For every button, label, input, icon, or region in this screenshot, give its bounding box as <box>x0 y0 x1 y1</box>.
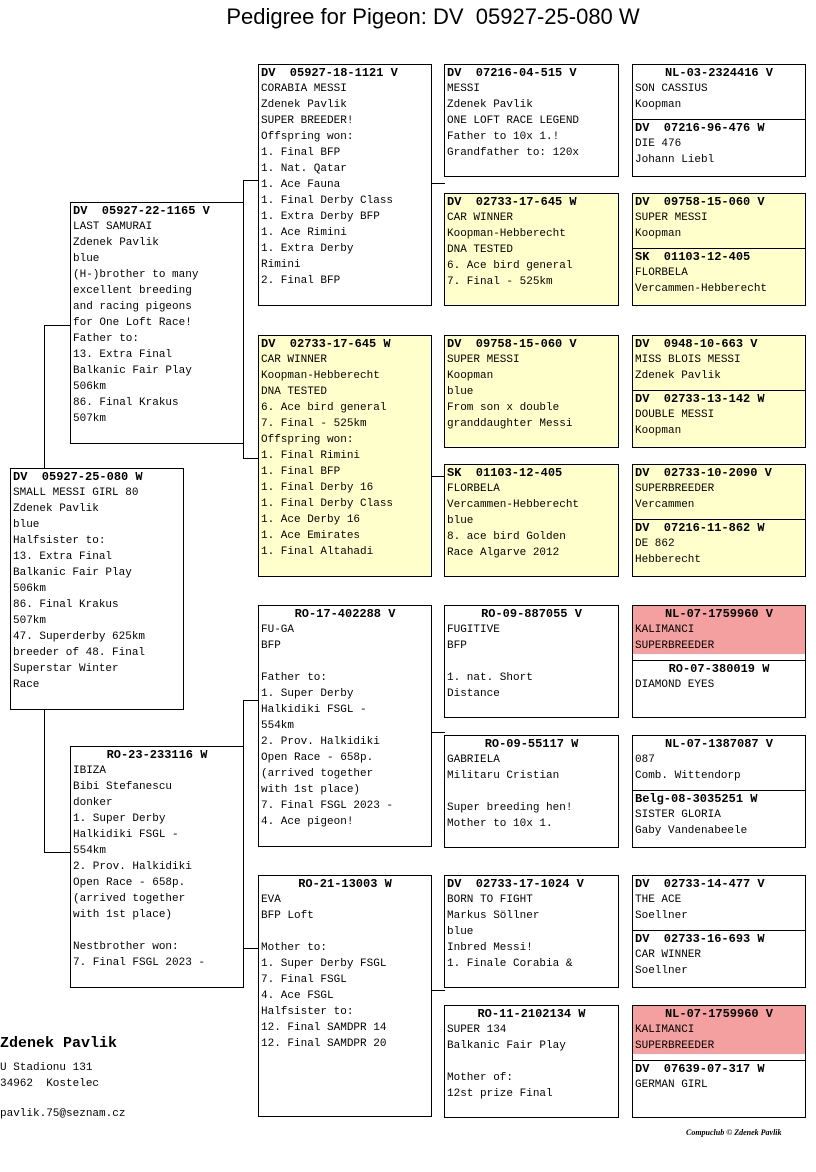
pigeon-detail-line: SISTER GLORIA <box>635 809 721 821</box>
pigeon-ring-number: DV 05927-25-080 W <box>13 470 143 484</box>
pigeon-detail-line: From son x double <box>447 402 560 414</box>
pigeon-detail-line <box>73 923 241 939</box>
pigeon-detail-line: Mother to 10x 1. <box>447 818 553 830</box>
pigeon-ring-number: DV 02733-13-142 W <box>633 390 805 407</box>
pigeon-detail-line: Koopman <box>635 425 682 437</box>
pigeon-detail-line: with 1st place) <box>261 784 361 796</box>
pigeon-detail-line: BFP <box>447 640 467 652</box>
pigeon-detail-line: 554km <box>261 720 295 732</box>
pigeon-ring-number: DV 07216-96-476 W <box>633 119 805 136</box>
pigeon-detail-line: 13. Extra Final <box>73 349 173 361</box>
connector-line <box>431 990 445 991</box>
pigeon-card-dam-sire[interactable] <box>258 605 432 847</box>
pigeon-detail-line: 1. Final Derby 16 <box>261 482 374 494</box>
pigeon-pair-card-7[interactable] <box>632 875 806 988</box>
pigeon-detail-line: 1. Nat. Qatar <box>261 163 347 175</box>
pigeon-ring-number: SK 01103-12-405 <box>447 466 563 480</box>
pigeon-ring-number: RO-09-887055 V <box>481 607 582 621</box>
pigeon-detail-line: 7. Final FSGL <box>261 974 347 986</box>
pigeon-detail-line: Johann Liebl <box>635 154 715 166</box>
pigeon-detail-line: MESSI <box>447 83 481 95</box>
pigeon-detail-line: Open Race - 658p. <box>73 877 186 889</box>
pigeon-detail-line: Balkanic Fair Play <box>447 1040 566 1052</box>
pigeon-detail-line: BORN TO FIGHT <box>447 894 533 906</box>
pigeon-detail-line: 7. Final - 525km <box>447 276 553 288</box>
pigeon-ring-number: NL-07-1759960 V <box>633 1006 805 1022</box>
pigeon-detail-line: 2. Prov. Halkidiki <box>73 861 192 873</box>
pigeon-ring-number: DV 07216-11-862 W <box>633 519 805 536</box>
pigeon-pair-card-1[interactable] <box>632 64 806 177</box>
pigeon-detail-line: CAR WINNER <box>261 354 328 366</box>
pigeon-detail-line: 47. Superderby 625km <box>13 631 146 643</box>
pigeon-detail-line: Halfsister to: <box>261 1006 354 1018</box>
pigeon-detail-line: blue <box>447 386 474 398</box>
pigeon-detail-line: DNA TESTED <box>261 386 328 398</box>
connector-line <box>243 442 244 458</box>
pigeon-detail-line: Father to: <box>73 333 140 345</box>
pigeon-detail-line: DIAMOND EYES <box>635 679 715 691</box>
connector-line <box>44 852 70 853</box>
pigeon-detail-line: BFP <box>261 640 281 652</box>
pigeon-detail-line: 1. Ace Derby 16 <box>261 514 361 526</box>
pigeon-detail-line: 554km <box>73 845 107 857</box>
pigeon-ring-number: DV 09758-15-060 V <box>635 195 765 209</box>
pigeon-detail-line: CORABIA MESSI <box>261 83 347 95</box>
pigeon-detail-line: 2. Prov. Halkidiki <box>261 736 380 748</box>
pigeon-ring-number: RO-07-380019 W <box>633 660 805 677</box>
pigeon-detail-line: blue <box>73 253 100 265</box>
pigeon-detail-line: 4. Ace FSGL <box>261 990 334 1002</box>
pigeon-card-subject[interactable] <box>10 468 184 710</box>
pigeon-detail-line: 087 <box>635 754 655 766</box>
pigeon-detail-line: 1. Final Derby Class <box>261 498 394 510</box>
pigeon-detail-line: Vercammen-Hebberecht <box>635 283 768 295</box>
pigeon-pair-card-4[interactable] <box>632 464 806 577</box>
pigeon-detail-line: SON CASSIUS <box>635 83 708 95</box>
pigeon-detail-line: BFP Loft <box>261 910 314 922</box>
pigeon-card-ssd[interactable] <box>444 193 619 306</box>
pigeon-detail-line: 8. ace bird Golden <box>447 531 566 543</box>
pigeon-detail-line: 13. Extra Final <box>13 551 113 563</box>
pigeon-detail-line: 4. Ace pigeon! <box>261 816 354 828</box>
pigeon-detail-line: Zdenek Pavlik <box>13 503 99 515</box>
connector-line <box>44 710 45 852</box>
pigeon-detail-line: 1. Super Derby FSGL <box>261 958 387 970</box>
pigeon-detail-line: Bibi Stefanescu <box>73 781 173 793</box>
pigeon-card-sire-dam[interactable] <box>258 335 432 577</box>
pigeon-detail-line: Rimini <box>261 259 301 271</box>
owner-name: Zdenek Pavlik <box>0 1035 118 1052</box>
pigeon-card-dam[interactable] <box>70 746 244 988</box>
pigeon-detail-line: Vercammen-Hebberecht <box>447 499 580 511</box>
pigeon-detail-line: KALIMANCI <box>635 1024 695 1036</box>
pigeon-detail-line: Markus Söllner <box>447 910 540 922</box>
pigeon-ring-number: RO-21-13003 W <box>298 877 392 891</box>
pigeon-detail-line: SMALL MESSI GIRL 80 <box>13 487 139 499</box>
pigeon-detail-line: Hebberecht <box>635 554 702 566</box>
pigeon-detail-line: 86. Final Krakus <box>13 599 119 611</box>
pigeon-detail-line <box>261 654 429 670</box>
pigeon-detail-line: Zdenek Pavlik <box>447 99 533 111</box>
pigeon-detail-line: Soellner <box>635 910 688 922</box>
pigeon-detail-line: 7. Final FSGL 2023 - <box>261 800 394 812</box>
connector-line <box>431 183 445 184</box>
pigeon-detail-line: SUPERBREEDER <box>635 483 715 495</box>
pigeon-card-sdd[interactable] <box>444 464 619 577</box>
pigeon-ring-number: DV 02733-17-1024 V <box>447 877 584 891</box>
owner-address: U Stadionu 131 <box>0 1062 93 1074</box>
pigeon-detail-line: FLORBELA <box>635 267 688 279</box>
connector-line <box>243 700 258 701</box>
pigeon-ring-number: DV 02733-17-645 W <box>261 337 391 351</box>
pigeon-detail-line: Zdenek Pavlik <box>635 370 721 382</box>
pigeon-card-sss[interactable] <box>444 64 619 177</box>
highlight-block <box>633 622 805 654</box>
connector-line <box>243 458 258 459</box>
owner-email[interactable]: pavlik.75@seznam.cz <box>0 1108 126 1120</box>
pigeon-detail-line: SUPER MESSI <box>635 212 708 224</box>
pigeon-pair-card-5[interactable] <box>632 605 806 718</box>
pigeon-detail-line: Father to 10x 1.! <box>447 131 560 143</box>
pigeon-detail-line: 1. nat. Short <box>447 672 533 684</box>
pigeon-ring-number: RO-09-55117 W <box>484 737 579 751</box>
pigeon-ring-number: DV 09758-15-060 V <box>447 337 577 351</box>
pigeon-ring-number: DV 05927-22-1165 V <box>73 204 210 218</box>
pigeon-detail-line: Superstar Winter <box>13 663 119 675</box>
pigeon-detail-line: Race <box>13 679 40 691</box>
pigeon-detail-line: Race Algarve 2012 <box>447 547 560 559</box>
pigeon-detail-line: Grandfather to: 120x <box>447 147 580 159</box>
pigeon-detail-line: 12. Final SAMDPR 20 <box>261 1038 387 1050</box>
connector-line <box>431 476 445 477</box>
pigeon-detail-line: (arrived together <box>261 768 374 780</box>
pigeon-detail-line: Father to: <box>261 672 328 684</box>
pigeon-ring-number: NL-07-1387087 V <box>664 737 774 751</box>
pigeon-detail-line: DOUBLE MESSI <box>635 409 715 421</box>
pigeon-detail-line: 1. Extra Derby <box>261 243 354 255</box>
pigeon-detail-line: 1. Ace Fauna <box>261 179 341 191</box>
pigeon-detail-line: excellent breeding <box>73 285 192 297</box>
pigeon-detail-line: LAST SAMURAI <box>73 221 153 233</box>
pigeon-detail-line: 1. Final Derby Class <box>261 195 394 207</box>
pigeon-ring-number: NL-07-1759960 V <box>633 606 805 622</box>
pigeon-detail-line: ONE LOFT RACE LEGEND <box>447 115 580 127</box>
pigeon-detail-line: donker <box>73 797 113 809</box>
pigeon-ring-number: RO-23-233116 W <box>106 748 208 762</box>
pigeon-detail-line: for One Loft Race! <box>73 317 192 329</box>
pigeon-ring-number: DV 0948-10-663 V <box>635 337 758 351</box>
pigeon-ring-number: RO-11-2102134 W <box>477 1007 586 1021</box>
connector-line <box>44 325 45 468</box>
pigeon-pair-card-8[interactable] <box>632 1005 806 1118</box>
pigeon-detail-line: DE 862 <box>635 538 675 550</box>
pigeon-detail-line: Comb. Wittendorp <box>635 770 741 782</box>
pigeon-detail-line: Koopman <box>635 228 682 240</box>
pigeon-detail-line: GERMAN GIRL <box>635 1079 708 1091</box>
connector-line <box>243 180 258 181</box>
pigeon-detail-line: (H-)brother to many <box>73 269 199 281</box>
pigeon-detail-line: Mother to: <box>261 942 328 954</box>
pigeon-detail-line: 1. Ace Emirates <box>261 530 361 542</box>
pigeon-card-ddd[interactable] <box>444 1005 619 1118</box>
pigeon-detail-line: FU-GA <box>261 624 295 636</box>
pigeon-ring-number: NL-03-2324416 V <box>664 66 774 80</box>
pigeon-detail-line: 506km <box>13 583 47 595</box>
pigeon-card-sds[interactable] <box>444 335 619 448</box>
pigeon-detail-line: 12. Final SAMDPR 14 <box>261 1022 387 1034</box>
pigeon-detail-line: 1. Super Derby <box>73 813 166 825</box>
pigeon-detail-line: Zdenek Pavlik <box>261 99 347 111</box>
pigeon-detail-line: CAR WINNER <box>447 212 514 224</box>
pigeon-detail-line: 507km <box>73 413 107 425</box>
pigeon-detail-line: breeder of 48. Final <box>13 647 146 659</box>
pigeon-detail-line: Offspring won: <box>261 434 354 446</box>
connector-line <box>44 325 70 326</box>
pigeon-detail-line: Halfsister to: <box>13 535 106 547</box>
pigeon-detail-line: 12st prize Final <box>447 1088 553 1100</box>
pigeon-ring-number: RO-17-402288 V <box>294 607 396 621</box>
pigeon-detail-line: Zdenek Pavlik <box>73 237 159 249</box>
pigeon-detail-line: Super breeding hen! <box>447 802 573 814</box>
pigeon-detail-line: 1. Final BFP <box>261 147 341 159</box>
pigeon-ring-number: DV 02733-14-477 V <box>635 877 765 891</box>
page-title: Pedigree for Pigeon: DV 05927-25-080 W <box>226 4 640 29</box>
pigeon-detail-line: CAR WINNER <box>635 949 702 961</box>
pigeon-card-dsd[interactable] <box>444 735 619 848</box>
pigeon-detail-line: Gaby Vandenabeele <box>635 825 748 837</box>
owner-city: 34962 Kostelec <box>0 1078 100 1090</box>
owner-block <box>0 1034 125 1122</box>
pigeon-ring-number: DV 07216-04-515 V <box>447 66 577 80</box>
pigeon-detail-line: Open Race - 658p. <box>261 752 374 764</box>
pigeon-detail-line: THE ACE <box>635 894 682 906</box>
pigeon-detail-line: 2. Final BFP <box>261 275 341 287</box>
pigeon-detail-line: 1. Finale Corabia & <box>447 958 573 970</box>
pigeon-pair-card-6[interactable] <box>632 735 806 848</box>
pigeon-detail-line: Soellner <box>635 965 688 977</box>
pigeon-detail-line: 6. Ace bird general <box>447 260 573 272</box>
footer-credit: Compuclub © Zdenek Pavlik <box>686 1128 782 1137</box>
pigeon-detail-line: 1. Super Derby <box>261 688 354 700</box>
pigeon-detail-line: SUPERBREEDER <box>635 1040 715 1052</box>
pigeon-detail-line: 7. Final - 525km <box>261 418 367 430</box>
pigeon-detail-line: blue <box>447 926 474 938</box>
pigeon-detail-line: 507km <box>13 615 47 627</box>
pigeon-detail-line: FLORBELA <box>447 483 500 495</box>
highlight-block <box>633 1022 805 1054</box>
pigeon-card-sire-sire[interactable] <box>258 64 432 306</box>
pigeon-ring-number: DV 05927-18-1121 V <box>261 66 398 80</box>
pigeon-detail-line: Balkanic Fair Play <box>73 365 192 377</box>
pigeon-detail-line: 7. Final FSGL 2023 - <box>73 957 206 969</box>
pigeon-detail-line: Offspring won: <box>261 131 354 143</box>
connector-line <box>431 732 445 733</box>
pigeon-detail-line: 506km <box>73 381 107 393</box>
pigeon-detail-line: SUPER 134 <box>447 1024 507 1036</box>
pigeon-detail-line: 1. Final Rimini <box>261 450 361 462</box>
pigeon-detail-line: SUPER MESSI <box>447 354 520 366</box>
pigeon-detail-line: Distance <box>447 688 500 700</box>
pigeon-detail-line <box>447 784 616 800</box>
pigeon-card-dam-dam[interactable] <box>258 875 432 1117</box>
pigeon-detail-line: (arrived together <box>73 893 186 905</box>
pigeon-detail-line <box>447 654 616 670</box>
pigeon-detail-line: Inbred Messi! <box>447 942 533 954</box>
pigeon-detail-line: 1. Ace Rimini <box>261 227 347 239</box>
pigeon-detail-line: EVA <box>261 894 281 906</box>
pigeon-detail-line: 1. Final Altahadi <box>261 546 374 558</box>
pigeon-ring-number: DV 07639-07-317 W <box>633 1060 805 1077</box>
pigeon-detail-line: Halkidiki FSGL - <box>261 704 367 716</box>
pigeon-detail-line: 1. Final BFP <box>261 466 341 478</box>
pigeon-detail-line: Halkidiki FSGL - <box>73 829 179 841</box>
pigeon-detail-line: 6. Ace bird general <box>261 402 387 414</box>
pigeon-ring-number: DV 02733-16-693 W <box>633 930 805 947</box>
pigeon-detail-line: GABRIELA <box>447 754 500 766</box>
pigeon-detail-line: Koopman <box>635 99 682 111</box>
pigeon-detail-line: blue <box>13 519 40 531</box>
pigeon-ring-number: SK 01103-12-405 <box>633 248 805 265</box>
pigeon-detail-line <box>261 924 429 940</box>
pigeon-card-dds[interactable] <box>444 875 619 988</box>
pigeon-detail-line: SUPERBREEDER <box>635 640 715 652</box>
pigeon-detail-line: Vercammen <box>635 499 695 511</box>
pigeon-detail-line: 1. Extra Derby BFP <box>261 211 380 223</box>
pigeon-detail-line: Nestbrother won: <box>73 941 179 953</box>
pigeon-detail-line: KALIMANCI <box>635 624 695 636</box>
pigeon-pair-card-2[interactable] <box>632 193 806 306</box>
pigeon-detail-line: DIE 476 <box>635 138 682 150</box>
pigeon-detail-line: Koopman-Hebberecht <box>261 370 380 382</box>
pigeon-card-dss[interactable] <box>444 605 619 718</box>
pigeon-ring-number: Belg-08-3035251 W <box>633 790 805 807</box>
pigeon-ring-number: DV 02733-10-2090 V <box>635 466 772 480</box>
pigeon-detail-line: 86. Final Krakus <box>73 397 179 409</box>
pigeon-detail-line: and racing pigeons <box>73 301 192 313</box>
connector-line <box>243 948 258 949</box>
pigeon-detail-line: DNA TESTED <box>447 244 514 256</box>
pigeon-detail-line: blue <box>447 515 474 527</box>
pigeon-detail-line: SUPER BREEDER! <box>261 115 354 127</box>
pigeon-detail-line: granddaughter Messi <box>447 418 573 430</box>
pigeon-detail-line: FUGITIVE <box>447 624 500 636</box>
pigeon-detail-line: with 1st place) <box>73 909 173 921</box>
pigeon-card-sire[interactable] <box>70 202 244 444</box>
pigeon-pair-card-3[interactable] <box>632 335 806 448</box>
pigeon-detail-line: MISS BLOIS MESSI <box>635 354 741 366</box>
pigeon-detail-line: Balkanic Fair Play <box>13 567 132 579</box>
pigeon-detail-line: Mother of: <box>447 1072 514 1084</box>
pigeon-detail-line: IBIZA <box>73 765 107 777</box>
pigeon-ring-number: DV 02733-17-645 W <box>447 195 577 209</box>
pigeon-detail-line <box>447 1054 616 1070</box>
pigeon-detail-line: Militaru Cristian <box>447 770 560 782</box>
pigeon-detail-line: Koopman <box>447 370 494 382</box>
pigeon-detail-line: Koopman-Hebberecht <box>447 228 566 240</box>
